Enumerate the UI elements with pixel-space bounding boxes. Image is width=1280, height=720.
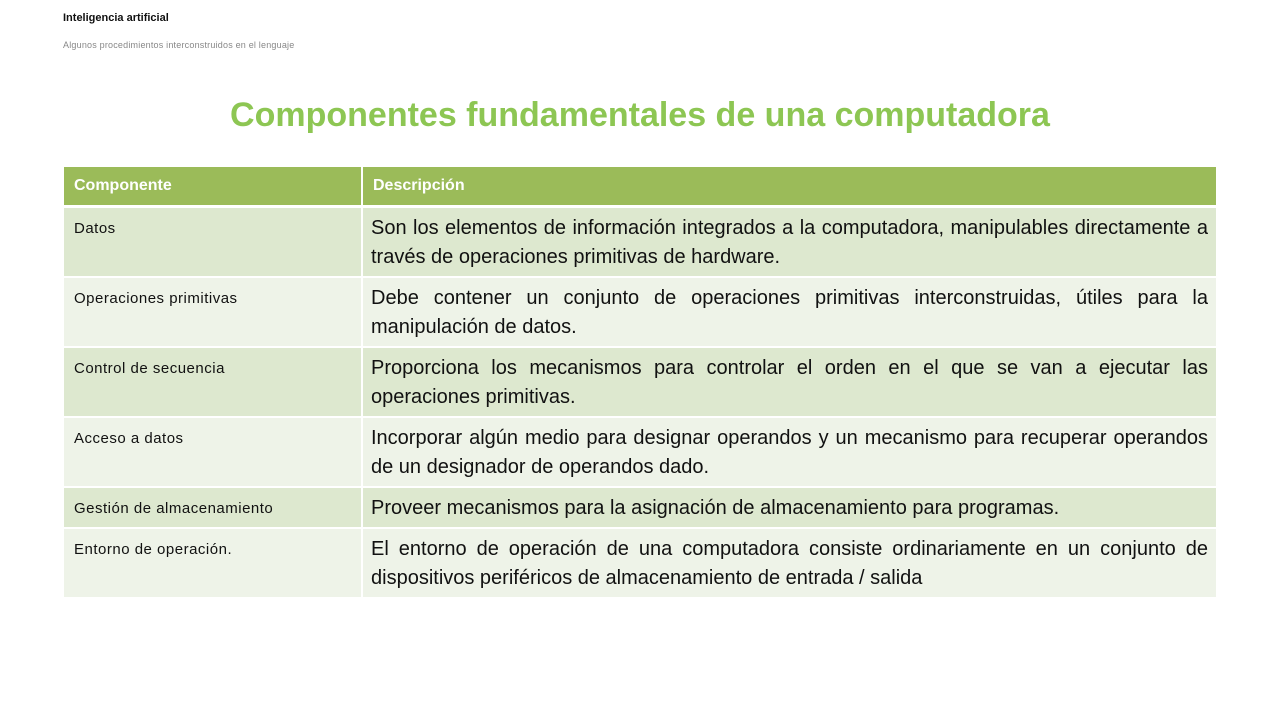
row-component: Gestión de almacenamiento xyxy=(64,487,362,528)
row-component: Entorno de operación. xyxy=(64,528,362,598)
slide-subtitle: Algunos procedimientos interconstruidos en el lenguaje xyxy=(63,40,295,50)
row-component: Control de secuencia xyxy=(64,347,362,417)
row-component: Datos xyxy=(64,206,362,277)
row-description: Proveer mecanismos para la asignación de almacenamiento para programas. xyxy=(362,487,1216,528)
row-description: Son los elementos de información integrados a la computadora, manipulables directamente a través de operaciones primitivas de hardware. xyxy=(362,206,1216,277)
row-component: Operaciones primitivas xyxy=(64,277,362,347)
header-component: Componente xyxy=(64,167,362,206)
table-row xyxy=(64,417,1216,487)
table-row xyxy=(64,277,1216,347)
course-label: Inteligencia artificial xyxy=(63,12,169,24)
header-description: Descripción xyxy=(362,167,1216,206)
slide-title: Componentes fundamentales de una computadora xyxy=(230,96,1050,134)
row-description: Proporciona los mecanismos para controlar el orden en el que se van a ejecutar las operaciones primitivas. xyxy=(362,347,1216,417)
table-row xyxy=(64,528,1216,598)
table-header-row xyxy=(64,167,1216,206)
row-description: El entorno de operación de una computadora consiste ordinariamente en un conjunto de dispositivos periféricos de almacenamiento de entrada / salida xyxy=(362,528,1216,598)
row-component: Acceso a datos xyxy=(64,417,362,487)
row-description: Incorporar algún medio para designar operandos y un mecanismo para recuperar operandos de un designador de operandos dado. xyxy=(362,417,1216,487)
components-table xyxy=(64,167,1216,599)
table-row xyxy=(64,487,1216,528)
table-row xyxy=(64,206,1216,277)
table-row xyxy=(64,347,1216,417)
row-description: Debe contener un conjunto de operaciones primitivas interconstruidas, útiles para la manipulación de datos. xyxy=(362,277,1216,347)
